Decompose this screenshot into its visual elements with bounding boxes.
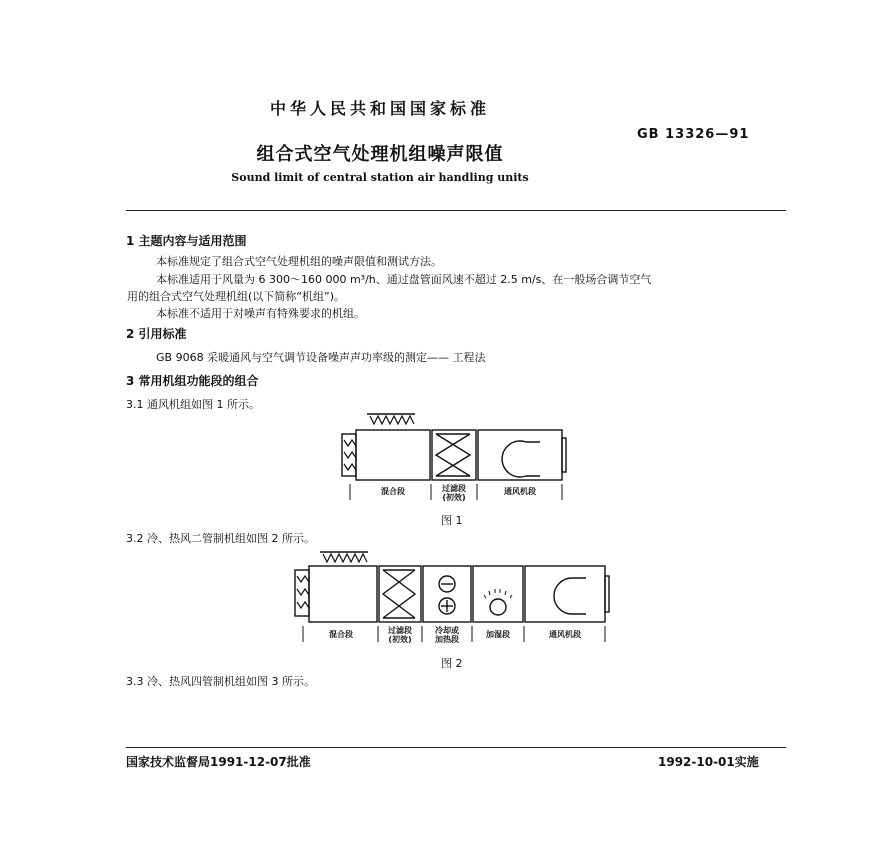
figure-2-caption: 图 2 <box>441 657 463 670</box>
fig1-label-mixing: 混合段 <box>381 487 405 496</box>
fig2-label-mixing: 混合段 <box>329 630 353 639</box>
section-3-2: 3.2 冷、热风二管制机组如图 2 所示。 <box>126 532 315 545</box>
section-2-heading: 2 引用标准 <box>126 327 187 341</box>
fig1-label-fan: 通风机段 <box>504 487 536 496</box>
document-title-english: Sound limit of central station air handling units <box>231 171 529 184</box>
fig2-fan-scroll-icon <box>554 578 586 614</box>
approval-date: 国家技术监督局1991-12-07批准 <box>126 755 311 769</box>
section-1-paragraph-2b: 用的组合式空气处理机组(以下简称“机组”)。 <box>127 290 345 303</box>
fig2-label-filter-primary: (初效) <box>388 635 412 644</box>
reference-standard: GB 9068 采暖通风与空气调节设备噪声声功率级的测定—— 工程法 <box>156 351 486 364</box>
fig2-label-filter: 过滤段 <box>388 626 412 635</box>
fig2-mixing-section <box>309 566 377 622</box>
section-1-paragraph-1: 本标准规定了组合式空气处理机组的噪声限值和测试方法。 <box>156 255 442 268</box>
section-1-paragraph-3: 本标准不适用于对噪声有特殊要求的机组。 <box>156 307 365 320</box>
fig2-label-fan: 通风机段 <box>549 630 581 639</box>
fig2-fan-section <box>525 566 605 622</box>
implementation-date: 1992-10-01实施 <box>658 755 759 769</box>
fig2-label-cooling: 冷却或 <box>435 626 459 635</box>
footer-divider <box>126 747 786 748</box>
fig2-humidifying-section <box>473 566 523 622</box>
section-3-heading: 3 常用机组功能段的组合 <box>126 374 259 388</box>
fig2-humidifier-icon <box>490 599 506 615</box>
section-1-paragraph-2a: 本标准适用于风量为 6 300～160 000 m³/h、通过盘管面风速不超过 2.5 m/s、在一般场合调节空气 <box>156 273 652 286</box>
fig1-label-filter-primary: (初效) <box>442 493 466 502</box>
section-3-1: 3.1 通风机组如图 1 所示。 <box>126 398 260 411</box>
figure-1-caption: 图 1 <box>441 514 463 527</box>
fig2-label-heating: 加热段 <box>435 635 459 644</box>
section-3-3: 3.3 冷、热风四管制机组如图 3 所示。 <box>126 675 315 688</box>
standard-nation-title: 中华人民共和国国家标准 <box>269 99 490 118</box>
fig1-label-filter: 过滤段 <box>442 484 466 493</box>
section-1-heading: 1 主题内容与适用范围 <box>126 234 247 248</box>
fig2-label-humidifying: 加湿段 <box>486 630 510 639</box>
standard-code: GB 13326—91 <box>637 127 750 142</box>
document-title: 组合式空气处理机组噪声限值 <box>256 144 504 165</box>
